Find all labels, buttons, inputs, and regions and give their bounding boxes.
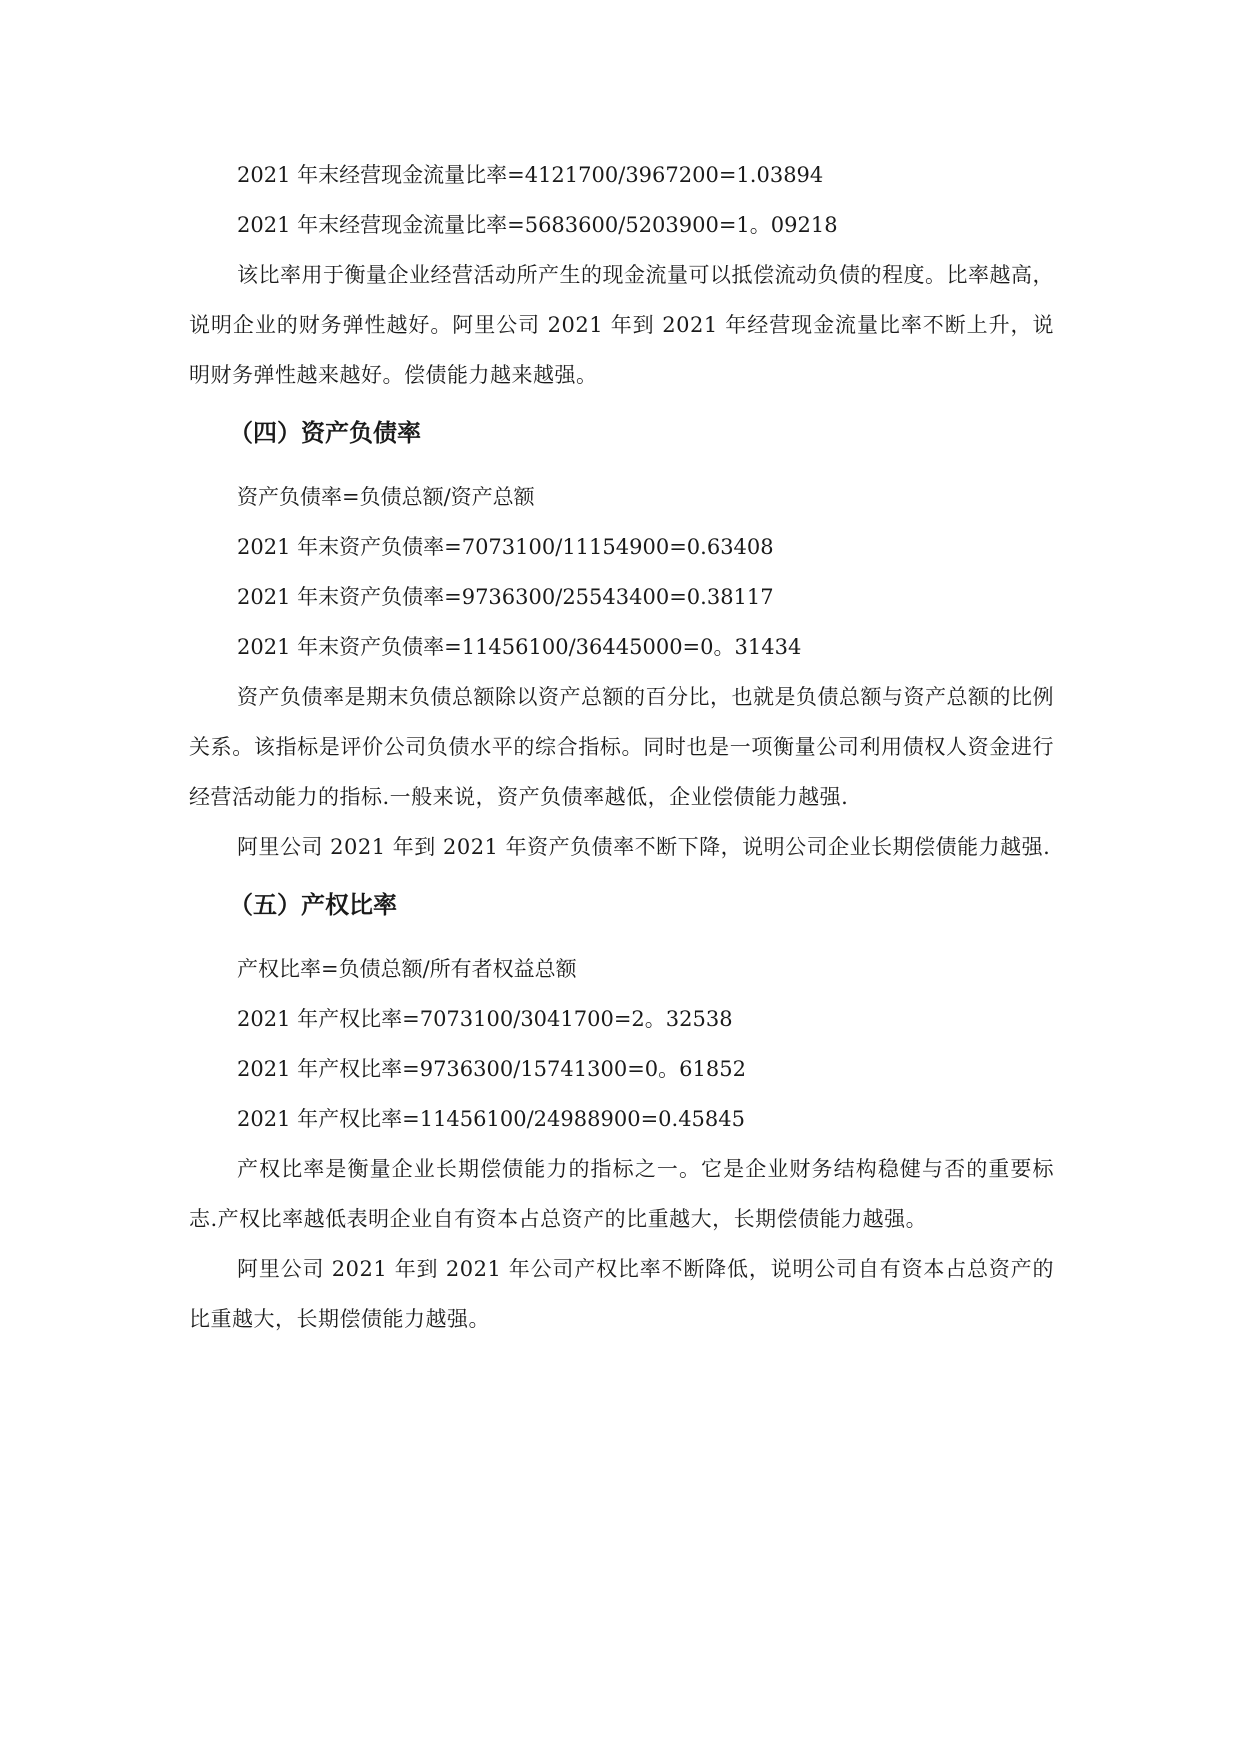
equity-ratio-line-1: 2021 年产权比率=7073100/3041700=2。32538 [237, 1007, 733, 1031]
debt-ratio-heading: （四）资产负债率 [229, 419, 421, 447]
debt-ratio-explanation: 资产负债率是期末负债总额除以资产总额的百分比，也就是负债总额与资产总额的比例关系。该指标是评价公司负债水平的综合指标。同时也是一项衡量公司利用债权人资金进行经营活动能力的指标.一般来说，资产负债率越低，企业偿债能力越强. [189, 685, 1054, 809]
spacer [189, 872, 1054, 880]
equity-ratio-heading: （五）产权比率 [229, 891, 397, 919]
equity-ratio-line-2: 2021 年产权比率=9736300/15741300=0。61852 [237, 1057, 746, 1081]
equity-ratio-formula: 产权比率=负债总额/所有者权益总额 [237, 957, 577, 981]
equity-ratio-conclusion: 阿里公司 2021 年到 2021 年公司产权比率不断降低，说明公司自有资本占总资产的比重越大，长期偿债能力越强。 [189, 1257, 1054, 1331]
debt-ratio-line-2: 2021 年末资产负债率=9736300/25543400=0.38117 [237, 585, 774, 609]
debt-ratio-formula: 资产负债率=负债总额/资产总额 [237, 485, 535, 509]
spacer [189, 930, 1054, 944]
debt-ratio-line-1: 2021 年末资产负债率=7073100/11154900=0.63408 [237, 535, 774, 559]
spacer [189, 400, 1054, 408]
equity-ratio-explanation: 产权比率是衡量企业长期偿债能力的指标之一。它是企业财务结构稳健与否的重要标志.产权比率越低表明企业自有资本占总资产的比重越大，长期偿债能力越强。 [189, 1157, 1054, 1231]
cash-ratio-line-1: 2021 年末经营现金流量比率=4121700/3967200=1.03894 [237, 163, 824, 187]
cash-ratio-line-2: 2021 年末经营现金流量比率=5683600/5203900=1。09218 [237, 213, 838, 237]
debt-ratio-conclusion: 阿里公司 2021 年到 2021 年资产负债率不断下降，说明公司企业长期偿债能力越强. [237, 835, 1051, 859]
document-page [189, 150, 1054, 1344]
debt-ratio-line-3: 2021 年末资产负债率=11456100/36445000=0。31434 [237, 635, 802, 659]
spacer [189, 458, 1054, 472]
equity-ratio-line-3: 2021 年产权比率=11456100/24988900=0.45845 [237, 1107, 745, 1131]
cash-ratio-explanation: 该比率用于衡量企业经营活动所产生的现金流量可以抵偿流动负债的程度。比率越高，说明企业的财务弹性越好。阿里公司 2021 年到 2021 年经营现金流量比率不断上升，说明财务弹性越来越好。偿债能力越来越强。 [189, 263, 1054, 387]
